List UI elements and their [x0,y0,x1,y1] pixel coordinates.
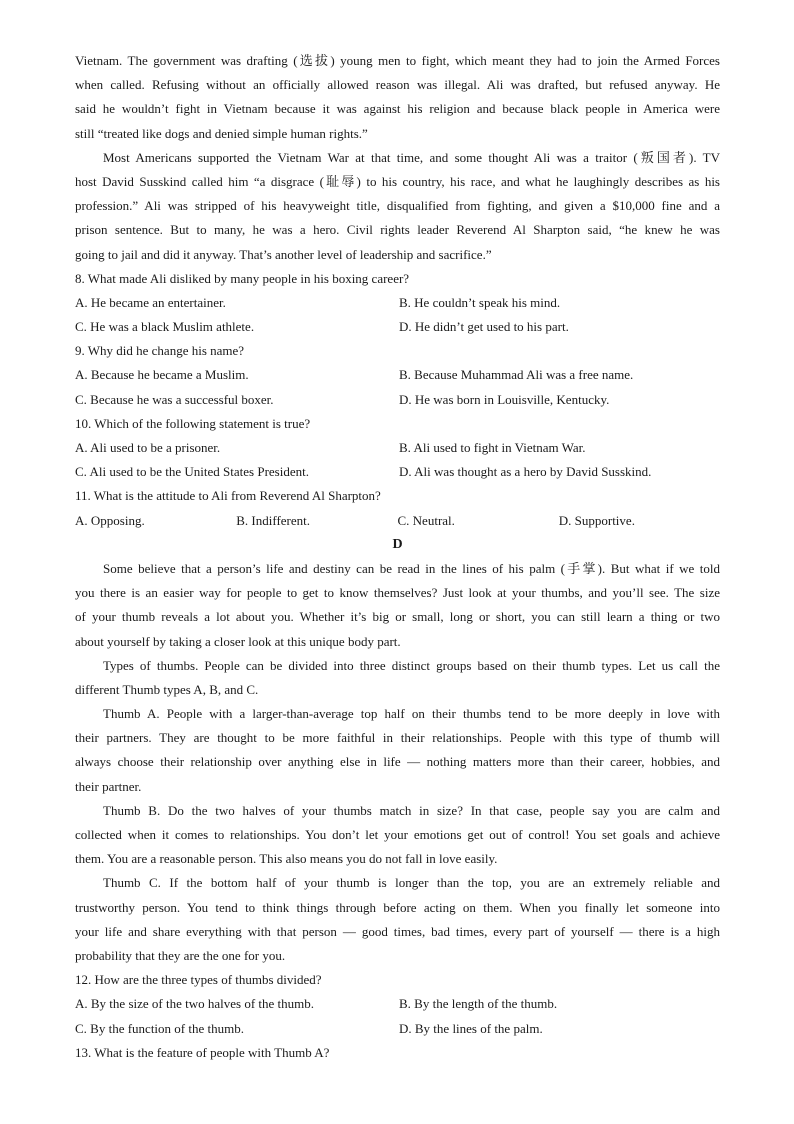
text-line: their partners. They are thought to be more faithful in their relationships. People with this type of thumb will [75,730,720,746]
option-b: B. Indifferent. [236,512,311,528]
passage-d-paragraph-2 [75,654,720,702]
text-line: Vietnam. The government was drafting (选拔) young men to fight, which meant they had to join the Armed Forces [75,53,720,68]
option-d: D. He was born in Louisville, Kentucky. [399,391,610,407]
text-line: of your thumb reveals a lot about you. Whether it’s big or small, long or short, you can still learn a thing or two [75,609,720,625]
question-8 [75,267,720,340]
text-line: you there is an easier way for people to get to know themselves? Just look at your thumbs, and you’ll see. The size [75,585,720,601]
passage-c-paragraph-1 [75,49,720,146]
text-line: trustworthy person. You tend to think things through before acting on them. When you finally let someone into [75,899,720,915]
option-c: C. Ali used to be the United States President. [75,464,309,480]
text-line: going to jail and did it anyway. That’s another level of leadership and sacrifice.” [75,246,492,262]
options-row [75,315,720,339]
options-row [75,388,720,412]
option-b: B. By the length of the thumb. [399,996,558,1012]
text-line: always choose their relationship over anything else in life — nothing matters more than their career, hobbies, and [75,754,720,770]
passage-d-paragraph-3 [75,702,720,799]
text-line: host David Susskind called him “a disgrace (耻辱) to his country, his race, and what he laughingly describes as his [75,173,720,189]
text-line: your life and share everything with that person — good times, bad times, every part of yourself — there is a high [75,923,720,939]
question-10 [75,412,720,485]
text-line: profession.” Ali was stripped of his heavyweight title, disqualified from fighting, and given a $10,000 fine and a [75,198,720,214]
options-row [75,1017,720,1041]
option-b: B. He couldn’t speak his mind. [399,294,561,310]
question-9 [75,339,720,412]
options-row [75,291,720,315]
option-d: D. Ali was thought as a hero by David Susskind. [399,464,652,480]
options-row [75,509,720,533]
passage-c-paragraph-2 [75,146,720,267]
text-line: them. You are a reasonable person. This also means you do not fall in love easily. [75,851,498,867]
question-stem: 8. What made Ali disliked by many people in his boxing career? [75,270,410,286]
page-content [75,49,720,1065]
option-a: A. By the size of the two halves of the thumb. [75,996,315,1012]
option-b: B. Because Muhammad Ali was a free name. [399,367,634,383]
question-stem: 10. Which of the following statement is true? [75,415,311,431]
question-stem: 11. What is the attitude to Ali from Reverend Al Sharpton? [75,488,381,504]
options-row [75,992,720,1016]
question-stem: 13. What is the feature of people with Thumb A? [75,1044,330,1060]
text-line: still “treated like dogs and denied simple human rights.” [75,125,368,141]
text-line: probability that they are the one for you. [75,947,286,963]
option-a: A. Ali used to be a prisoner. [75,440,221,455]
passage-d-paragraph-4 [75,799,720,872]
option-c: C. Because he was a successful boxer. [75,391,274,407]
text-line: about yourself by taking a closer look at this unique body part. [75,633,401,649]
text-line: Some believe that a person’s life and destiny can be read in the lines of his palm (手掌). But what if we told [103,560,720,576]
text-line: Thumb B. Do the two halves of your thumbs match in size? In that case, people say you are calm and [103,802,720,818]
text-line: prison sentence. But to many, he was a hero. Civil rights leader Reverend Al Sharpton said, “he knew he was [75,222,720,238]
option-a: A. Opposing. [75,512,145,528]
section-title: D [392,536,403,552]
question-stem: 12. How are the three types of thumbs divided? [75,972,322,988]
text-line: Thumb A. People with a larger-than-average top half on their thumbs tend to be more deeply in love with [103,706,720,722]
option-c: C. He was a black Muslim athlete. [75,319,255,335]
options-row [75,460,720,484]
text-line: said he wouldn’t fight in Vietnam because it was against his religion and because black people in America were [75,101,720,117]
question-13 [75,1041,720,1065]
option-d: D. He didn’t get used to his part. [399,319,569,335]
text-line: their partner. [75,778,142,794]
option-c: C. By the function of the thumb. [75,1020,244,1036]
passage-d-paragraph-5 [75,871,720,968]
option-b: B. Ali used to fight in Vietnam War. [399,440,586,455]
question-12 [75,968,720,1041]
text-line: collected when it comes to relationships. You don’t let your emotions get out of control! You set goals and achieve [75,827,720,842]
text-line: Types of thumbs. People can be divided into three distinct groups based on their thumb types. Let us call the [103,657,720,673]
text-line: different Thumb types A, B, and C. [75,681,259,697]
options-row [75,436,720,460]
question-stem: 9. Why did he change his name? [75,343,245,359]
question-11 [75,484,720,532]
option-a: A. He became an entertainer. [75,294,226,310]
option-a: A. Because he became a Muslim. [75,367,249,383]
option-d: D. By the lines of the palm. [399,1020,543,1036]
options-row [75,363,720,387]
option-d: D. Supportive. [558,512,635,528]
text-line: Most Americans supported the Vietnam War at that time, and some thought Ali was a traitor (叛国者). TV [103,149,720,165]
option-c: C. Neutral. [397,512,455,528]
text-line: when called. Refusing without an officially allowed reason was illegal. Ali was drafted, but refused anyway. He [75,77,720,93]
text-line: Thumb C. If the bottom half of your thumb is longer than the top, you are an extremely reliable and [103,875,720,891]
passage-d-paragraph-1 [75,557,720,654]
